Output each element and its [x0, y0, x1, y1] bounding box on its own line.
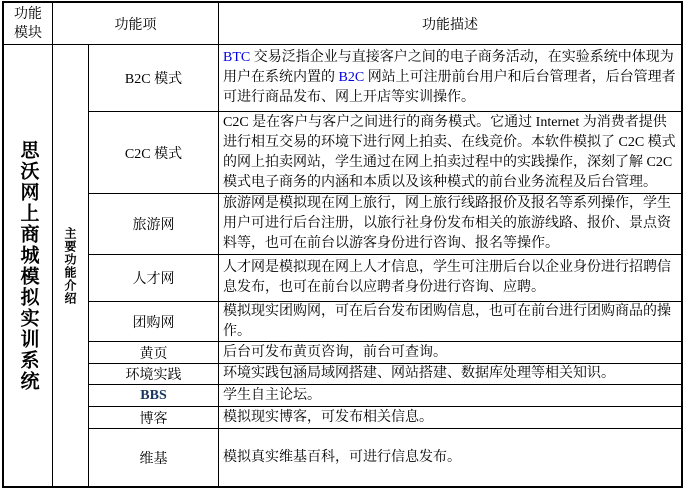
item-cell	[89, 429, 219, 486]
desc-cell	[219, 194, 681, 254]
text-segment: C2C 是在客户与客户之间进行的商务模式。它通过 Internet 为消费者提供进行相互交易的环境下进行网上拍卖、在线竞价。本软件模拟了 C2C 模式的网上拍卖网站，学生通过在网上拍卖过程中的实践操作，深刻了解 C2C 模式电子商务的内涵和本质以及该种模式的前台业务流程及后台管理。	[223, 114, 676, 190]
desc-cell	[219, 385, 681, 406]
desc-cell	[219, 45, 681, 111]
text-segment: 环境实践	[125, 368, 182, 383]
item-cell	[89, 112, 219, 193]
group-column	[53, 45, 89, 486]
desc-text	[219, 385, 324, 407]
table-row	[89, 342, 681, 364]
text-segment: 人才网是模拟现在网上人才信息，学生可注册后台以企业身份进行招聘信息发布，也可在前台以应聘者身份进行咨询、应聘。	[223, 260, 671, 295]
text-segment: 团购网	[132, 315, 175, 331]
item-cell	[89, 302, 219, 341]
item-cell	[89, 194, 219, 254]
desc-cell	[219, 429, 681, 486]
text-segment: 旅游网	[132, 218, 175, 233]
text-segment: 人才网	[132, 272, 175, 287]
text-segment: 交易泛指企业与直接客户之间的电子商务活动，在实验系统中体现为用户在系统内置的	[223, 50, 674, 85]
table-row	[89, 385, 681, 407]
text-segment: 黄页	[139, 346, 168, 362]
desc-text	[219, 342, 450, 364]
module-title: 思沃网上商城模拟实训系统	[17, 139, 39, 392]
text-segment: C2C 模式	[124, 146, 183, 162]
table-row	[89, 364, 681, 385]
text-segment: B2C 模式	[124, 72, 183, 87]
text-segment: 模拟真实维基百科，可进行信息发布。	[223, 449, 461, 465]
text-segment: 维基	[139, 451, 168, 467]
desc-text	[219, 301, 681, 343]
table-row	[89, 112, 681, 194]
text-segment: 博客	[139, 411, 168, 427]
table-row	[89, 429, 681, 486]
text-segment: BBS	[140, 387, 167, 403]
desc-cell	[219, 407, 681, 428]
text-segment: 后台可发布黄页咨询，前台可查询。	[223, 344, 447, 360]
header-cell-item	[53, 3, 219, 44]
item-cell	[89, 407, 219, 428]
table-row	[89, 255, 681, 302]
item-cell	[89, 364, 219, 384]
text-segment: 网站上可注册前台用户和后台管理者，后台管理者可进行商品发布、网上开店等实训操作。	[223, 70, 676, 105]
text-segment: 环境实践包涵局域网搭建、网站搭建、数据库处理等相关知识。	[223, 366, 615, 381]
desc-text	[219, 112, 681, 194]
desc-text	[219, 257, 681, 299]
text-segment: B2C	[338, 70, 365, 85]
desc-text	[219, 363, 618, 385]
functions-table	[2, 1, 683, 488]
item-cell	[89, 255, 219, 301]
text-segment: BTC	[223, 50, 251, 65]
desc-text	[219, 193, 681, 255]
table-row	[89, 407, 681, 429]
item-rows-container	[89, 45, 681, 486]
module-column	[4, 45, 53, 486]
group-label: 主要功能介绍	[63, 226, 77, 305]
item-cell	[89, 342, 219, 363]
text-segment: 模拟现实博客，可发布相关信息。	[223, 409, 433, 425]
item-cell	[89, 385, 219, 406]
desc-text	[219, 47, 681, 109]
desc-cell	[219, 255, 681, 301]
header-label-item: 功能项	[114, 17, 157, 33]
text-segment: 旅游网是模拟现在网上旅行，网上旅行线路报价及报名等系列操作，学生用户可进行后台注册，以旅行社身份发布相关的旅游线路、报价、景点资料等，也可在前台以游客身份进行咨询、报名等操作。	[223, 196, 671, 251]
desc-text	[219, 407, 436, 429]
item-cell	[89, 45, 219, 111]
desc-cell	[219, 112, 681, 193]
table-row	[89, 194, 681, 255]
header-cell-module	[4, 3, 53, 44]
text-segment: 模拟现实团购网，可在后台发布团购信息，也可在前台进行团购商品的操作。	[223, 303, 671, 339]
desc-cell	[219, 302, 681, 341]
desc-cell	[219, 364, 681, 384]
table-row	[89, 302, 681, 342]
desc-text	[219, 447, 464, 469]
desc-cell	[219, 342, 681, 363]
header-label-desc: 功能描述	[422, 17, 478, 33]
table-body	[4, 45, 681, 486]
text-segment: 学生自主论坛。	[223, 387, 321, 403]
header-label-module: 功能模块	[14, 6, 42, 41]
header-cell-desc	[219, 3, 681, 44]
table-header-row	[4, 3, 681, 45]
table-row	[89, 45, 681, 112]
